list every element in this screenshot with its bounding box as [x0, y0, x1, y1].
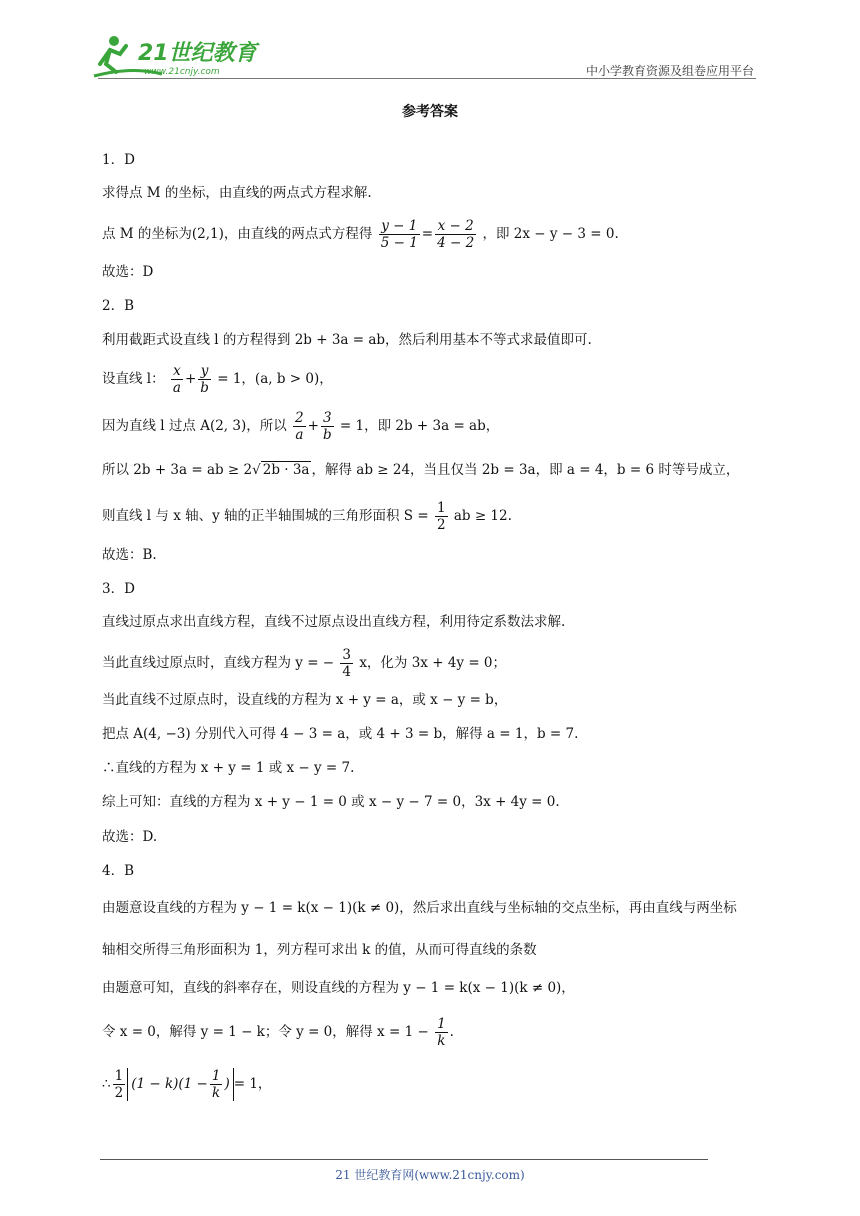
logo-text: 21世纪教育	[138, 41, 257, 66]
q2-line-5	[102, 500, 512, 533]
q1-frac-1: $\frac{y - 1}{5 - 1}$	[380, 218, 418, 251]
q1-select: 故选：D	[102, 264, 154, 280]
q2-text-f: ，解得 ab ≥ 24，当且仅当 2b = 3a，即 a = 4，b = 6 时等号成立，	[311, 462, 740, 478]
q4-abs-close: )	[224, 1076, 230, 1092]
q3-frac-34: $\frac{3}{4}$	[342, 647, 352, 680]
q1-text-a: 点 M 的坐标为(2,1)，由直线的两点式方程得	[102, 226, 373, 242]
q3-select: 故选：D.	[102, 829, 158, 845]
q3-line-5: ∴直线的方程为 x + y = 1 或 x − y = 7.	[102, 760, 355, 776]
q2-answer: 2．B	[102, 298, 135, 314]
q3-text-a: 当此直线过原点时，直线方程为 y = −	[102, 655, 335, 671]
q2-text-d: = 1，即 2b + 3a = ab，	[339, 418, 500, 434]
q2-select: 故选：B.	[102, 547, 157, 563]
q4-frac-half: $\frac{1}{2}$	[114, 1068, 124, 1101]
page-header	[0, 0, 860, 90]
q2-text-g: 则直线 l 与 x 轴、y 轴的正半轴围城的三角形面积 S =	[102, 508, 429, 524]
q1-solution: 点 M 的坐标为(2,1)，由直线的两点式方程得 $\frac{y - 1}{5 - 1}$ = $\frac{x - 2}{4 - 2}$ ，即 2x − y − 3 = 0.	[102, 218, 619, 251]
platform-name: 中小学教育资源及组卷应用平台	[585, 64, 754, 78]
q4-hint-1: 由题意设直线的方程为 y − 1 = k(x − 1)(k ≠ 0)，然后求出直线与坐标轴的交点坐标，再由直线与两坐标	[102, 900, 737, 916]
q4-frac-1k-b: $\frac{1}{k}$	[211, 1068, 221, 1101]
q2-frac-3b: $\frac{3}{b}$	[322, 410, 332, 443]
logo-runner-icon	[92, 34, 262, 80]
q2-line-3: 因为直线 l 过点 A(2, 3)，所以 $\frac{2}{a}$ + $\frac{3}{b}$ = 1，即 2b + 3a = ab，	[102, 410, 500, 443]
q4-hint-2: 轴相交所得三角形面积为 1，列方程可求出 k 的值，从而可得直线的条数	[102, 942, 537, 958]
logo-url: www.21cnjy.com	[144, 67, 220, 77]
q4-line-3: 由题意可知，直线的斜率存在，则设直线的方程为 y − 1 = k(x − 1)(k ≠ 0)，	[102, 980, 575, 996]
q2-sqrt: 2b · 3a	[262, 462, 310, 478]
q4-therefore: ∴	[102, 1076, 111, 1092]
q1-text-b: ，即 2x − y − 3 = 0.	[482, 226, 619, 242]
q2-line-2: 设直线 l： $\frac{x}{a}$ + $\frac{y}{b}$ = 1，(a, b > 0)，	[102, 363, 333, 396]
q4-frac-1k: $\frac{1}{k}$	[437, 1016, 446, 1049]
page-title: 参考答案	[402, 104, 458, 120]
q4-answer: 4．B	[102, 863, 135, 879]
q1-answer: 1．D	[102, 152, 135, 168]
q2-frac-xa: $\frac{x}{a}$	[172, 363, 181, 396]
q4-abs	[127, 1068, 234, 1101]
header-divider	[98, 78, 756, 79]
q2-frac-yb: $\frac{y}{b}$	[200, 363, 209, 396]
q2-hint: 利用截距式设直线 l 的方程得到 2b + 3a = ab，然后利用基本不等式求最值即可.	[102, 332, 592, 348]
q2-line-4: 所以 2b + 3a = ab ≥ 2√ 2b · 3a ，解得 ab ≥ 24，当且仅当 2b = 3a，即 a = 4，b = 6 时等号成立，	[102, 462, 740, 478]
q2-text-e: 所以 2b + 3a = ab ≥ 2	[102, 462, 253, 478]
q2-text-a: 设直线 l：	[102, 371, 165, 387]
q4-line-4	[102, 1016, 454, 1049]
q2-text-h: ab ≥ 12.	[453, 508, 512, 524]
q4-abs-text: (1 − k)(1 −	[131, 1076, 208, 1092]
q1-hint: 求得点 M 的坐标，由直线的两点式方程求解.	[102, 185, 372, 201]
q2-text-c: 因为直线 l 过点 A(2, 3)，所以	[102, 418, 287, 434]
q2-text-b: = 1，(a, b > 0)，	[217, 371, 333, 387]
q1-frac-2: $\frac{x - 2}{4 - 2}$	[437, 218, 475, 251]
q3-line-2	[102, 647, 506, 680]
q3-line-6: 综上可知：直线的方程为 x + y − 1 = 0 或 x − y − 7 = 0，3x + 4y = 0.	[102, 794, 560, 810]
q2-frac-2a: $\frac{2}{a}$	[295, 410, 304, 443]
q4-text-c: = 1，	[233, 1076, 272, 1092]
q3-answer: 3．D	[102, 581, 135, 597]
q3-line-3: 当此直线不过原点时，设直线的方程为 x + y = a，或 x − y = b，	[102, 692, 508, 708]
q3-text-b: x，化为 3x + 4y = 0；	[359, 655, 507, 671]
q4-text-b: .	[449, 1024, 454, 1040]
q2-frac-half: $\frac{1}{2}$	[436, 500, 446, 533]
q4-text-a: 令 x = 0，解得 y = 1 − k；令 y = 0，解得 x = 1 −	[102, 1024, 429, 1040]
q3-hint: 直线过原点求出直线方程，直线不过原点设出直线方程，利用待定系数法求解.	[102, 614, 566, 630]
footer-text[interactable]: 21 世纪教育网(www.21cnjy.com)	[335, 1168, 525, 1182]
q3-line-4: 把点 A(4, −3) 分别代入可得 4 − 3 = a，或 4 + 3 = b，解得 a = 1，b = 7.	[102, 726, 579, 742]
footer-divider	[100, 1159, 708, 1160]
q4-line-5	[102, 1068, 271, 1101]
